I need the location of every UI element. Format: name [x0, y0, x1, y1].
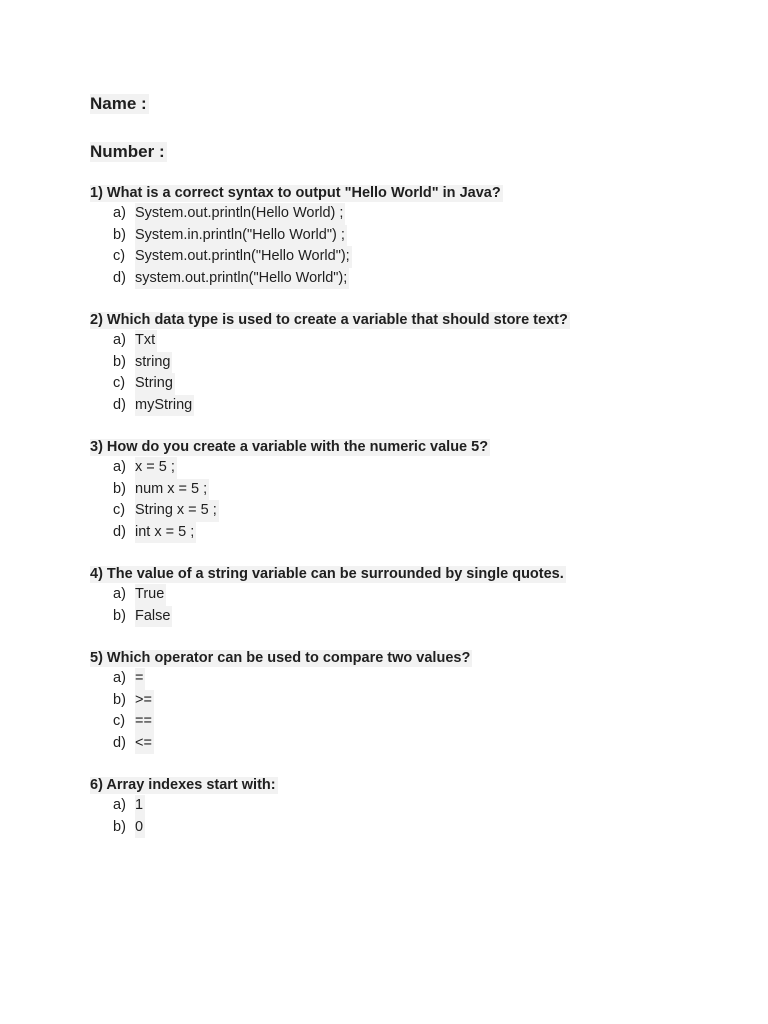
question-5 — [90, 648, 730, 754]
question-6 — [90, 775, 730, 838]
option-text: Txt — [135, 330, 157, 352]
option-letter: b) — [113, 691, 126, 708]
answer-option — [113, 606, 730, 628]
option-text: <= — [135, 733, 154, 755]
answer-option — [113, 395, 730, 417]
option-letter: d) — [113, 734, 126, 751]
answer-option — [113, 817, 730, 839]
answer-option — [113, 795, 730, 817]
question-text: 4) The value of a string variable can be surrounded by single quotes. — [90, 566, 564, 582]
option-letter: c) — [113, 502, 126, 518]
quiz-document — [90, 93, 730, 859]
option-text: String — [135, 373, 175, 395]
option-letter: b) — [113, 226, 126, 243]
option-letter: a) — [113, 459, 126, 475]
name-field-label: Name : — [90, 94, 147, 113]
option-letter: a) — [113, 205, 126, 221]
option-letter: b) — [113, 480, 126, 497]
answer-option — [113, 268, 730, 290]
question-list — [90, 183, 730, 838]
option-text: x = 5 ; — [135, 457, 177, 479]
option-letter: d) — [113, 269, 126, 286]
option-letter: a) — [113, 332, 126, 348]
question-2 — [90, 310, 730, 416]
answer-option — [113, 711, 730, 733]
option-text: string — [135, 352, 172, 374]
option-letter: b) — [113, 353, 126, 370]
answer-option — [113, 457, 730, 479]
option-text: 0 — [135, 817, 145, 839]
number-field-label: Number : — [90, 142, 165, 161]
question-3 — [90, 437, 730, 543]
answer-option — [113, 246, 730, 268]
option-text: int x = 5 ; — [135, 522, 196, 544]
option-letter: a) — [113, 586, 126, 602]
answer-option — [113, 225, 730, 247]
question-text: 1) What is a correct syntax to output "Hello World" in Java? — [90, 185, 501, 201]
answer-option — [113, 733, 730, 755]
option-text: System.out.println(Hello World) ; — [135, 203, 345, 225]
option-text: >= — [135, 690, 154, 712]
answer-option — [113, 522, 730, 544]
answer-option — [113, 584, 730, 606]
option-letter: a) — [113, 797, 126, 813]
answer-option — [113, 690, 730, 712]
question-text: 3) How do you create a variable with the numeric value 5? — [90, 439, 489, 455]
option-letter: d) — [113, 396, 126, 413]
answer-option — [113, 203, 730, 225]
option-text: == — [135, 711, 154, 733]
option-text: System.in.println("Hello World") ; — [135, 225, 347, 247]
question-text: 2) Which data type is used to create a variable that should store text? — [90, 312, 568, 328]
answer-options — [90, 668, 730, 754]
option-letter: b) — [113, 818, 126, 835]
option-text: String x = 5 ; — [135, 500, 219, 522]
answer-options — [90, 203, 730, 289]
option-letter: b) — [113, 607, 126, 624]
answer-option — [113, 500, 730, 522]
option-letter: c) — [113, 375, 126, 391]
answer-option — [113, 479, 730, 501]
answer-option — [113, 668, 730, 690]
option-text: System.out.println("Hello World"); — [135, 246, 352, 268]
option-text: myString — [135, 395, 194, 417]
answer-options — [90, 795, 730, 838]
option-text: = — [135, 668, 145, 690]
option-letter: a) — [113, 670, 126, 686]
answer-options — [90, 457, 730, 543]
question-text: 6) Array indexes start with: — [90, 777, 276, 793]
option-letter: d) — [113, 523, 126, 540]
option-letter: c) — [113, 248, 126, 264]
answer-option — [113, 330, 730, 352]
option-text: True — [135, 584, 166, 606]
question-text: 5) Which operator can be used to compare two values? — [90, 650, 471, 666]
question-4 — [90, 564, 730, 627]
option-text: num x = 5 ; — [135, 479, 209, 501]
answer-options — [90, 584, 730, 627]
answer-option — [113, 352, 730, 374]
option-text: False — [135, 606, 172, 628]
answer-options — [90, 330, 730, 416]
answer-option — [113, 373, 730, 395]
option-text: system.out.println("Hello World"); — [135, 268, 349, 290]
option-letter: c) — [113, 713, 126, 729]
option-text: 1 — [135, 795, 145, 817]
question-1 — [90, 183, 730, 289]
